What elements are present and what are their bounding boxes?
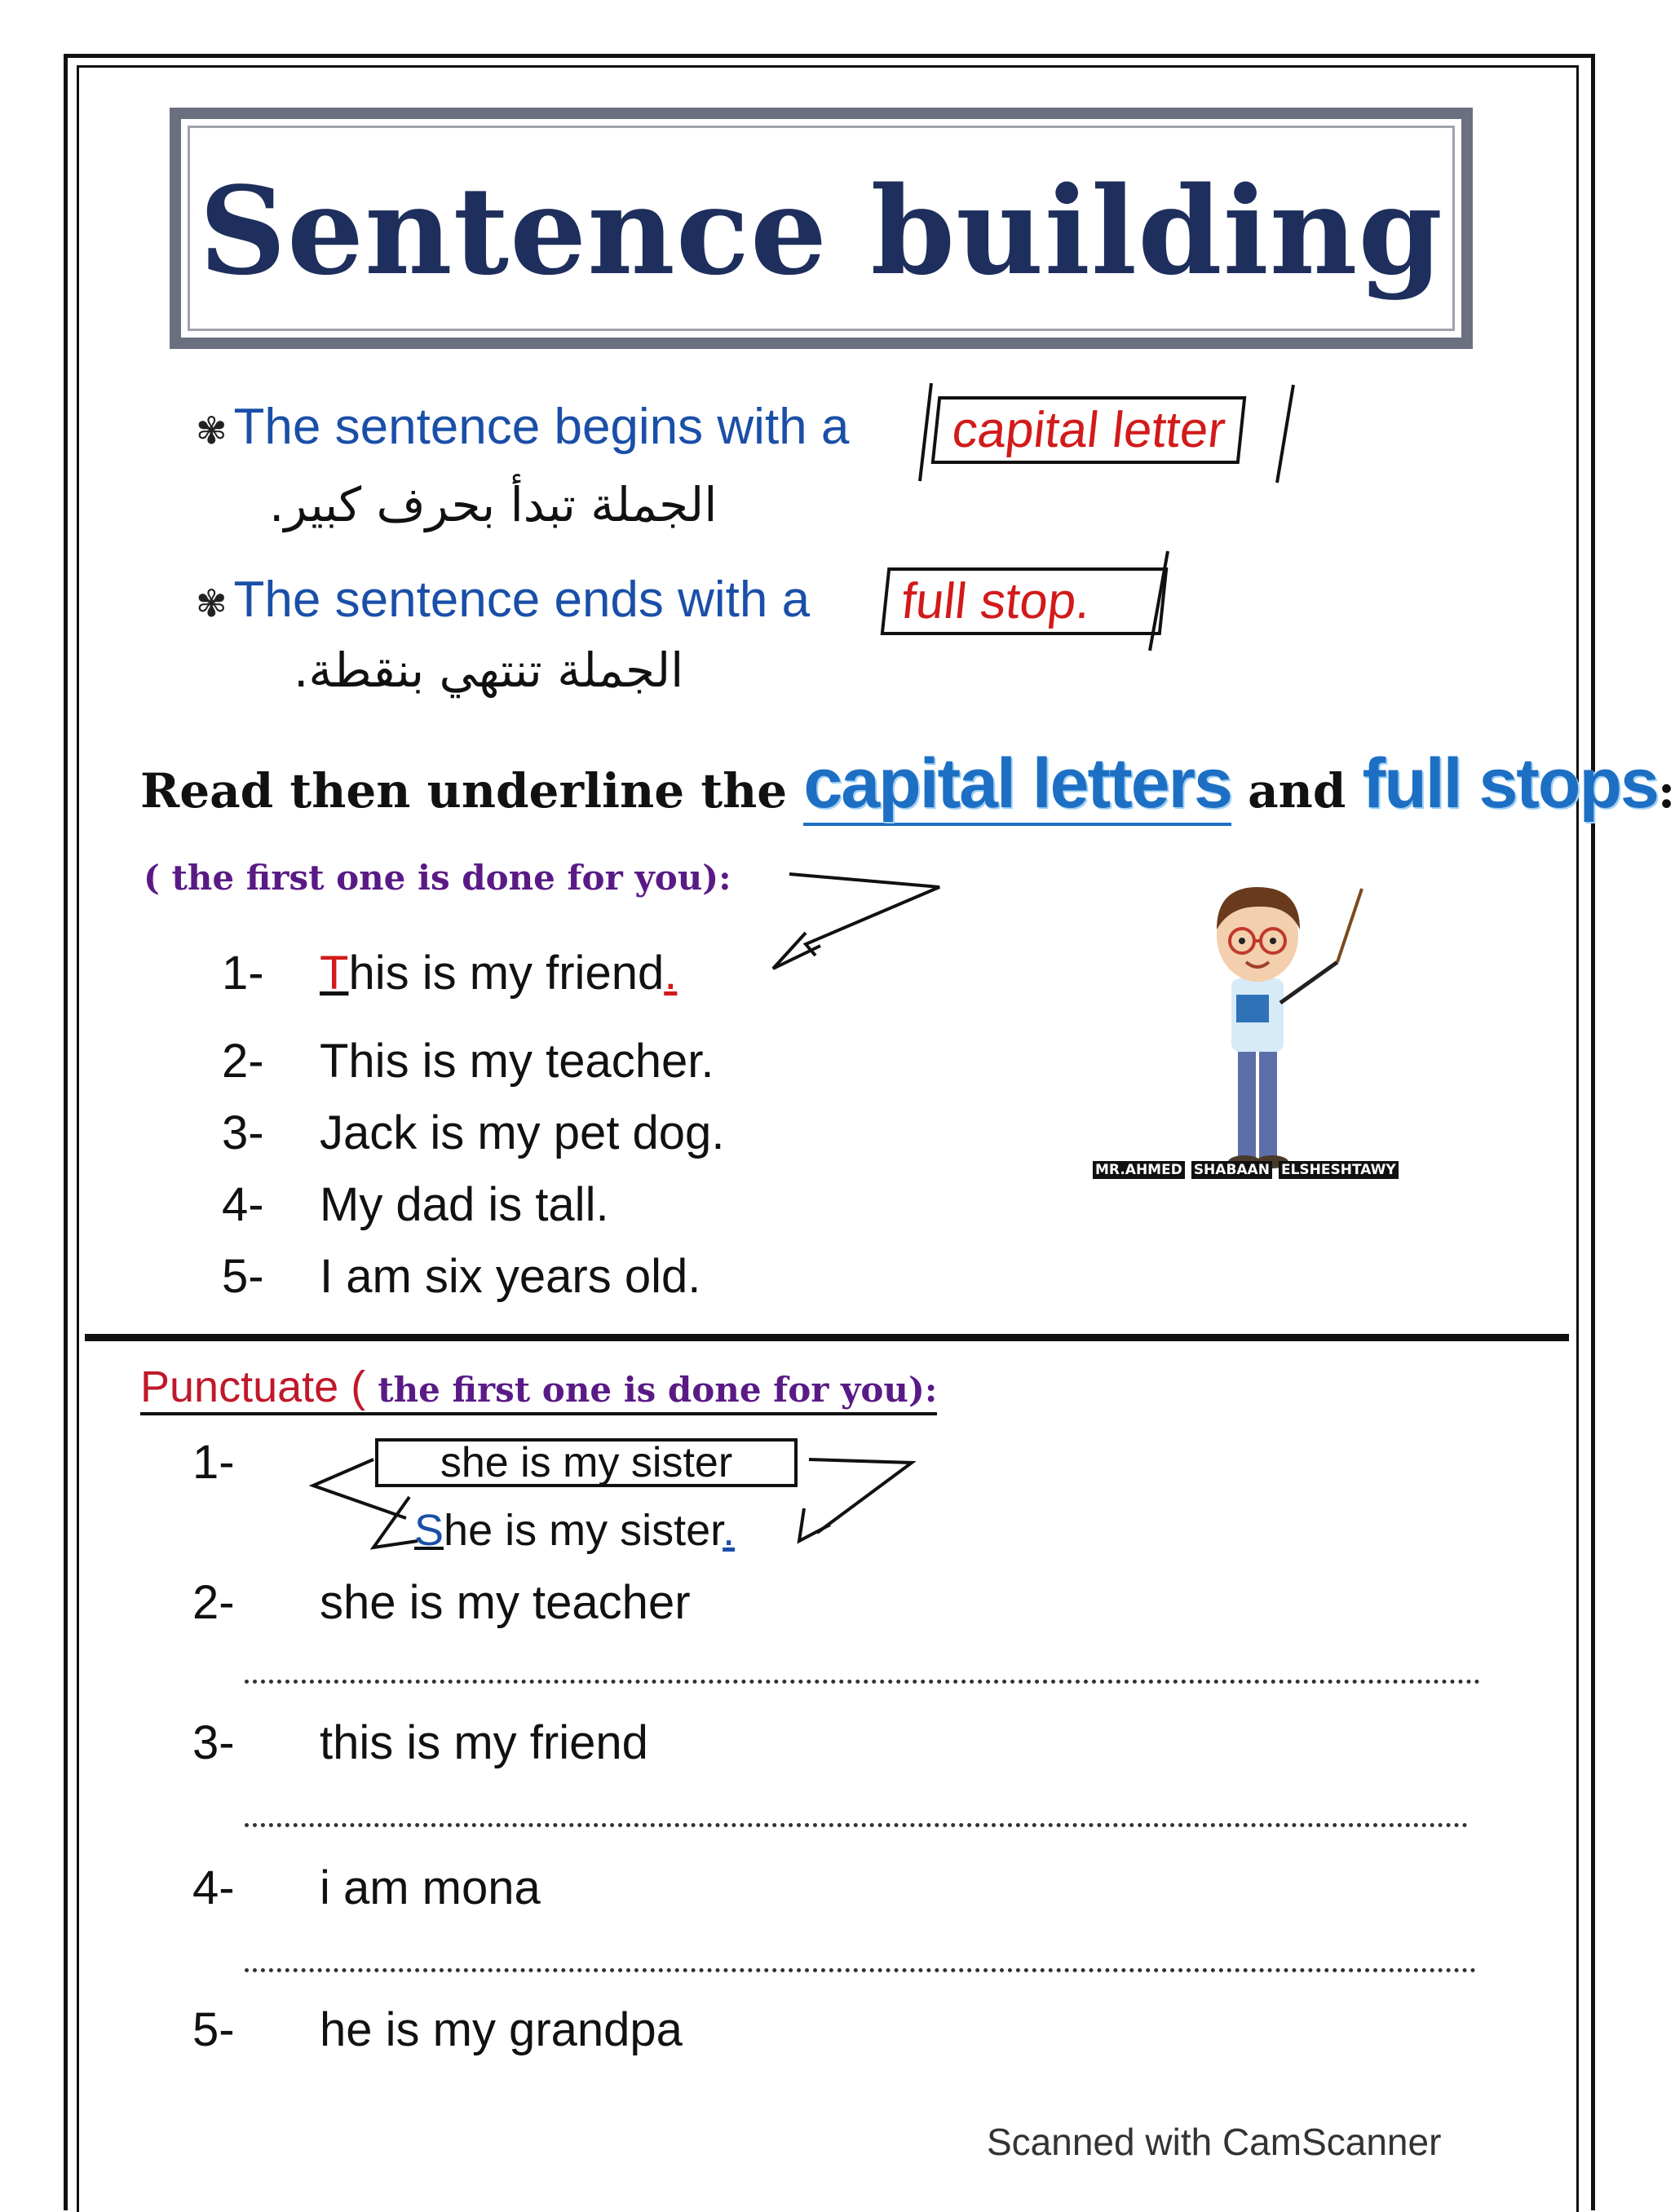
capital-marked: T [320, 947, 349, 1000]
rule-1-text: The sentence begins with a [233, 399, 850, 455]
read-item-1: 1- This is my friend. [222, 947, 678, 1000]
page-title: Sentence building [199, 160, 1443, 302]
punct-item-5: 5- he is my grandpa [192, 2003, 683, 2056]
punct-item-3: 3- this is my friend [192, 1716, 648, 1769]
read-item-3: 3- Jack is my pet dog. [222, 1106, 725, 1159]
read-item-2: 2- This is my teacher. [222, 1035, 714, 1088]
highlight-capital-letters: capital letters [803, 744, 1231, 826]
read-item-4: 4- My dad is tall. [222, 1178, 609, 1231]
example-note: ( the first one is done for you): [144, 858, 731, 898]
arrow-icon [313, 1459, 406, 1518]
highlight-full-stops: full stops [1362, 744, 1658, 823]
instruction: Read then underline the capital letters and full stops: [140, 744, 1675, 824]
flower-bullet-icon: ✾ [196, 582, 228, 625]
arrow-icon [373, 1497, 418, 1548]
scanner-watermark: Scanned with CamScanner [987, 2121, 1442, 2163]
rule-2-arabic: الجملة تنتهي بنقطة. [294, 642, 684, 698]
rule-1-keyword: capital letter [931, 396, 1247, 464]
flower-bullet-icon: ✾ [196, 409, 228, 452]
teacher-caption: MR.AHMED SHABAAN ELSHESHTAWY [1093, 1162, 1403, 1178]
punct-item-2: 2- she is my teacher [192, 1576, 691, 1629]
rule-2-keyword: full stop. [881, 567, 1169, 635]
punct-example-answer: She is my sister. [414, 1506, 736, 1555]
arrow-icon [809, 1459, 912, 1533]
punct-example-num: 1- [192, 1436, 235, 1489]
punctuate-heading: Punctuate ( the first one is done for you): [140, 1362, 937, 1415]
rule-1-arabic: الجملة تبدأ بحرف كبير. [269, 477, 718, 532]
read-item-5: 5- I am six years old. [222, 1250, 701, 1303]
punct-example-given: she is my sister [375, 1438, 798, 1487]
full-stop-marked: . [664, 947, 678, 1000]
rule-2-text: The sentence ends with a [233, 572, 811, 628]
arrow-icon [773, 933, 820, 969]
arrow-icon [789, 874, 939, 956]
punct-item-4: 4- i am mona [192, 1861, 541, 1914]
